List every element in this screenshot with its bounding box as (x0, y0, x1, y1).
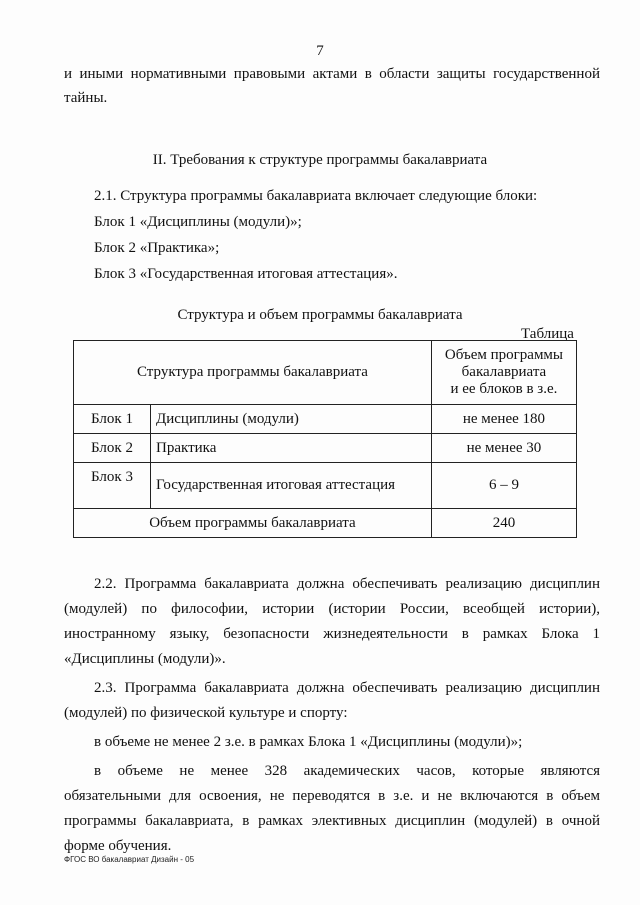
volume-cell: 6 – 9 (431, 463, 576, 509)
header-volume-line: Объем программы (444, 347, 564, 363)
paragraph-2-2-line: иностранному языку, безопасности жизнедеятельности в рамках Блока 1 (64, 626, 600, 642)
name-cell: Практика (151, 434, 432, 463)
header-volume-line: и ее блоков в з.е. (450, 381, 558, 397)
block-item: Блок 1 «Дисциплины (модули)»; (94, 214, 302, 230)
item-b-line: в объеме не менее 328 академических часов, которые являются (94, 763, 600, 779)
paragraph-2-3-line: 2.3. Программа бакалавриата должна обеспечивать реализацию дисциплин (94, 680, 600, 696)
structure-table (73, 340, 577, 538)
table-row (74, 463, 577, 509)
item-b-line: программы бакалавриата, в рамках элективных дисциплин (модулей) в очной (64, 813, 600, 829)
volume-cell: не менее 30 (431, 434, 576, 463)
table-label: Таблица (521, 326, 574, 342)
table-header-row (74, 341, 577, 405)
block-item: Блок 2 «Практика»; (94, 240, 220, 256)
item-a: в объеме не менее 2 з.е. в рамках Блока 1 «Дисциплины (модули)»; (94, 734, 523, 750)
paragraph-2-3-line: (модулей) по физической культуре и спорту: (64, 705, 348, 721)
total-value: 240 (431, 509, 576, 538)
name-cell: Государственная итоговая аттестация (151, 463, 432, 509)
paragraph-2-2-line: (модулей) по философии, истории (истории России, всеобщей истории), (64, 601, 600, 617)
intro-line-2: тайны. (64, 90, 108, 106)
section-title: II. Требования к структуре программы бакалавриата (152, 152, 488, 168)
table-caption: Структура и объем программы бакалавриата (177, 307, 463, 323)
header-volume (431, 341, 576, 405)
block-cell: Блок 2 (74, 434, 151, 463)
header-volume-line: бакалавриата (461, 364, 547, 380)
header-structure: Структура программы бакалавриата (74, 341, 432, 405)
table-total-row (74, 509, 577, 538)
table-row (74, 405, 577, 434)
paragraph-2-1: 2.1. Структура программы бакалавриата включает следующие блоки: (94, 188, 538, 204)
paragraph-2-2-line: 2.2. Программа бакалавриата должна обеспечивать реализацию дисциплин (94, 576, 600, 592)
intro-line-1: и иными нормативными правовыми актами в области защиты государственной (64, 66, 600, 82)
block-cell: Блок 3 (74, 463, 151, 509)
total-label: Объем программы бакалавриата (74, 509, 432, 538)
footer-note: ФГОС ВО бакалавриат Дизайн - 05 (64, 855, 195, 864)
paragraph-2-2-line: «Дисциплины (модули)». (64, 651, 226, 667)
item-b-line: обязательными для освоения, не переводятся в з.е. и не включаются в объем (64, 788, 600, 804)
volume-cell: не менее 180 (431, 405, 576, 434)
name-cell: Дисциплины (модули) (151, 405, 432, 434)
table-row (74, 434, 577, 463)
block-item: Блок 3 «Государственная итоговая аттестация». (94, 266, 398, 282)
block-cell: Блок 1 (74, 405, 151, 434)
item-b-line: форме обучения. (64, 838, 172, 854)
page-number: 7 (316, 43, 324, 59)
